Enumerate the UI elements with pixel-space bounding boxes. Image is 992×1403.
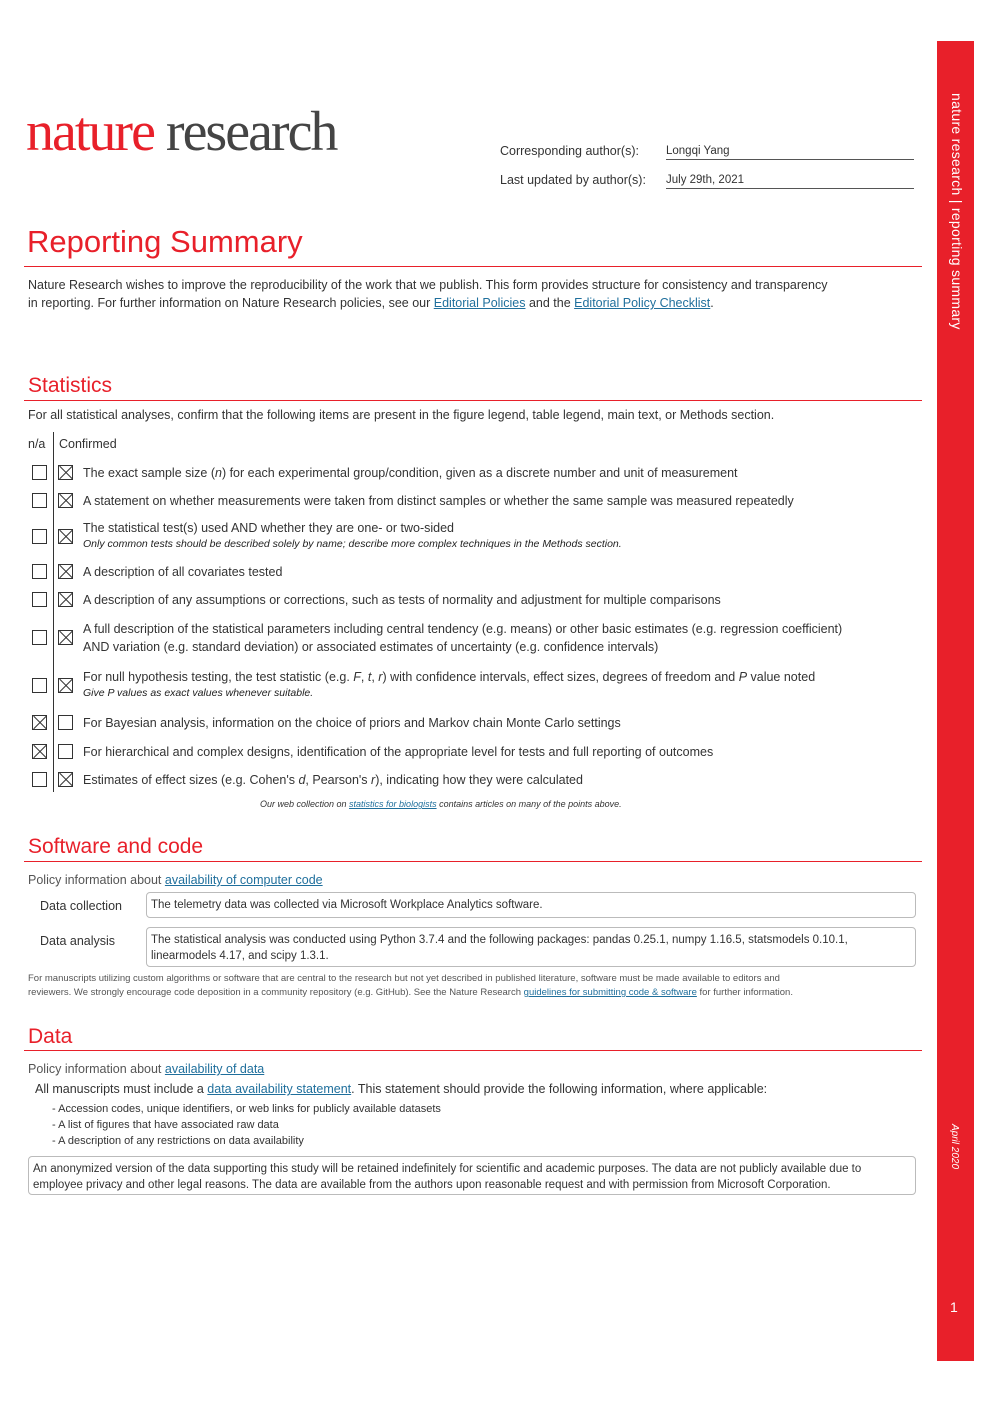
list-item: - Accession codes, unique identifiers, or web links for publicly available datasets xyxy=(52,1103,441,1115)
checklist-item-6-line-2: AND variation (e.g. standard deviation) or associated estimates of uncertainty (e.g. confidence intervals) xyxy=(83,640,659,654)
confirmed-checkbox-6[interactable] xyxy=(58,630,73,645)
na-checkbox-6[interactable] xyxy=(32,630,47,645)
code-guidelines-link[interactable]: guidelines for submitting code & software xyxy=(523,987,697,998)
corresponding-author-field[interactable]: Longqi Yang xyxy=(666,145,914,160)
checklist-item-5: A description of any assumptions or corrections, such as tests of normality and adjustment for multiple comparisons xyxy=(83,593,721,607)
checklist-item-4: A description of all covariates tested xyxy=(83,565,283,579)
data-analysis-field[interactable] xyxy=(146,927,916,967)
statistics-for-biologists-link[interactable]: statistics for biologists xyxy=(349,799,437,809)
software-heading: Software and code xyxy=(28,835,204,858)
list-item: - A description of any restrictions on data availability xyxy=(52,1135,304,1147)
confirmed-checkbox-7[interactable] xyxy=(58,678,73,693)
nature-research-logo xyxy=(26,100,336,164)
checklist-item-3: The statistical test(s) used AND whether they are one- or two-sided xyxy=(83,521,454,535)
column-divider xyxy=(53,432,54,792)
statistics-intro: For all statistical analyses, confirm that the following items are present in the figure legend, table legend, main text, or Methods section. xyxy=(28,408,775,422)
confirmed-checkbox-4[interactable] xyxy=(58,564,73,579)
statistics-rule xyxy=(24,400,922,401)
confirmed-checkbox-3[interactable] xyxy=(58,529,73,544)
confirmed-checkbox-1[interactable] xyxy=(58,465,73,480)
software-note-line-1: For manuscripts utilizing custom algorithms or software that are central to the research but not yet described in published literature, software must be made available to editors and xyxy=(28,973,780,984)
checklist-item-7: For null hypothesis testing, the test statistic (e.g. F, t, r) with confidence intervals, effect sizes, degrees of freedom and P value noted xyxy=(83,670,816,684)
checklist-item-1: The exact sample size (n) for each experimental group/condition, given as a discrete number and unit of measurement xyxy=(83,466,738,480)
na-checkbox-2[interactable] xyxy=(32,493,47,508)
checklist-item-2: A statement on whether measurements were taken from distinct samples or whether the same sample was measured repeatedly xyxy=(83,494,794,508)
data-collection-label: Data collection xyxy=(40,899,122,913)
data-availability-field[interactable] xyxy=(28,1156,916,1195)
last-updated-field[interactable]: July 29th, 2021 xyxy=(666,174,914,189)
na-checkbox-7[interactable] xyxy=(32,678,47,693)
page-number: 1 xyxy=(950,1299,958,1315)
na-checkbox-1[interactable] xyxy=(32,465,47,480)
confirmed-checkbox-2[interactable] xyxy=(58,493,73,508)
last-updated-label: Last updated by author(s): xyxy=(500,173,646,187)
col-na-header: n/a xyxy=(28,437,46,451)
page-title: Reporting Summary xyxy=(27,224,303,259)
data-policy: Policy information about availability of data xyxy=(28,1062,265,1076)
data-analysis-label: Data analysis xyxy=(40,934,116,948)
data-answer-line-2: employee privacy and other legal reasons. The data are available from the authors upon reasonable request and with permission from Microsoft Corporation. xyxy=(33,1179,831,1191)
confirmed-checkbox-5[interactable] xyxy=(58,592,73,607)
software-rule xyxy=(24,861,922,862)
logo-word-research: research xyxy=(165,101,337,163)
editorial-policies-link[interactable]: Editorial Policies xyxy=(433,296,526,310)
confirmed-checkbox-10[interactable] xyxy=(58,772,73,787)
corresponding-author-label: Corresponding author(s): xyxy=(500,144,639,158)
sidebar-title: nature research | reporting summary xyxy=(949,93,965,330)
checklist-item-3-note: Only common tests should be described solely by name; describe more complex techniques in the Methods section. xyxy=(83,538,622,550)
data-heading: Data xyxy=(28,1025,73,1048)
data-requirements-list xyxy=(52,1101,441,1149)
data-collection-field[interactable]: The telemetry data was collected via Microsoft Workplace Analytics software. xyxy=(146,892,916,918)
confirmed-checkbox-9[interactable] xyxy=(58,744,73,759)
na-checkbox-4[interactable] xyxy=(32,564,47,579)
checklist-item-10: Estimates of effect sizes (e.g. Cohen's d, Pearson's r), indicating how they were calculated xyxy=(83,773,583,787)
intro-text xyxy=(28,276,918,312)
logo-word-nature: nature xyxy=(26,101,154,163)
data-availability-statement-link[interactable]: data availability statement xyxy=(207,1082,352,1096)
confirmed-checkbox-8[interactable] xyxy=(58,715,73,730)
checklist-item-6: A full description of the statistical parameters including central tendency (e.g. means) or other basic estimates (e.g. regression coefficient) xyxy=(83,622,843,636)
na-checkbox-3[interactable] xyxy=(32,529,47,544)
title-rule xyxy=(24,266,922,267)
na-checkbox-10[interactable] xyxy=(32,772,47,787)
sidebar xyxy=(937,41,974,1361)
na-checkbox-8[interactable] xyxy=(32,715,47,730)
data-analysis-line-2: linearmodels 4.17, and scipy 1.3.1. xyxy=(151,950,329,962)
list-item: - A list of figures that have associated raw data xyxy=(52,1119,279,1131)
na-checkbox-5[interactable] xyxy=(32,592,47,607)
statistics-heading: Statistics xyxy=(28,374,113,397)
software-note-line-2: reviewers. We strongly encourage code deposition in a community repository (e.g. GitHub). See the Nature Research guidelines for submitting code & software for further information. xyxy=(28,987,793,998)
software-policy: Policy information about availability of computer code xyxy=(28,873,323,887)
data-answer-line-1: An anonymized version of the data supporting this study will be retained indefinitely for scientific and academic purposes. The data are not publicly available due to xyxy=(33,1163,862,1175)
software-note xyxy=(28,972,928,1000)
editorial-policy-checklist-link[interactable]: Editorial Policy Checklist xyxy=(574,296,711,310)
data-availability-link[interactable]: availability of data xyxy=(164,1062,265,1076)
intro-line-1: Nature Research wishes to improve the reproducibility of the work that we publish. This form provides structure for consistency and transparency xyxy=(28,278,828,292)
computer-code-availability-link[interactable]: availability of computer code xyxy=(164,873,323,887)
data-rule xyxy=(24,1050,922,1051)
statistics-footnote: Our web collection on statistics for biologists contains articles on many of the points above. xyxy=(260,799,622,809)
intro-line-2: in reporting. For further information on Nature Research policies, see our Editorial Policies and the Editorial Policy Checklist. xyxy=(28,296,714,310)
checklist-item-8: For Bayesian analysis, information on the choice of priors and Markov chain Monte Carlo settings xyxy=(83,716,621,730)
col-confirmed-header: Confirmed xyxy=(59,437,117,451)
checklist-item-9: For hierarchical and complex designs, identification of the appropriate level for tests and full reporting of outcomes xyxy=(83,745,714,759)
na-checkbox-9[interactable] xyxy=(32,744,47,759)
data-statement-instructions: All manuscripts must include a data availability statement. This statement should provide the following information, where applicable: xyxy=(35,1082,768,1096)
checklist-item-7-note: Give P values as exact values whenever suitable. xyxy=(83,687,314,699)
sidebar-date: April 2020 xyxy=(949,1124,960,1170)
data-analysis-line-1: The statistical analysis was conducted using Python 3.7.4 and the following packages: pandas 0.25.1, numpy 1.16.5, statsmodels 0.10.1, xyxy=(151,934,848,946)
